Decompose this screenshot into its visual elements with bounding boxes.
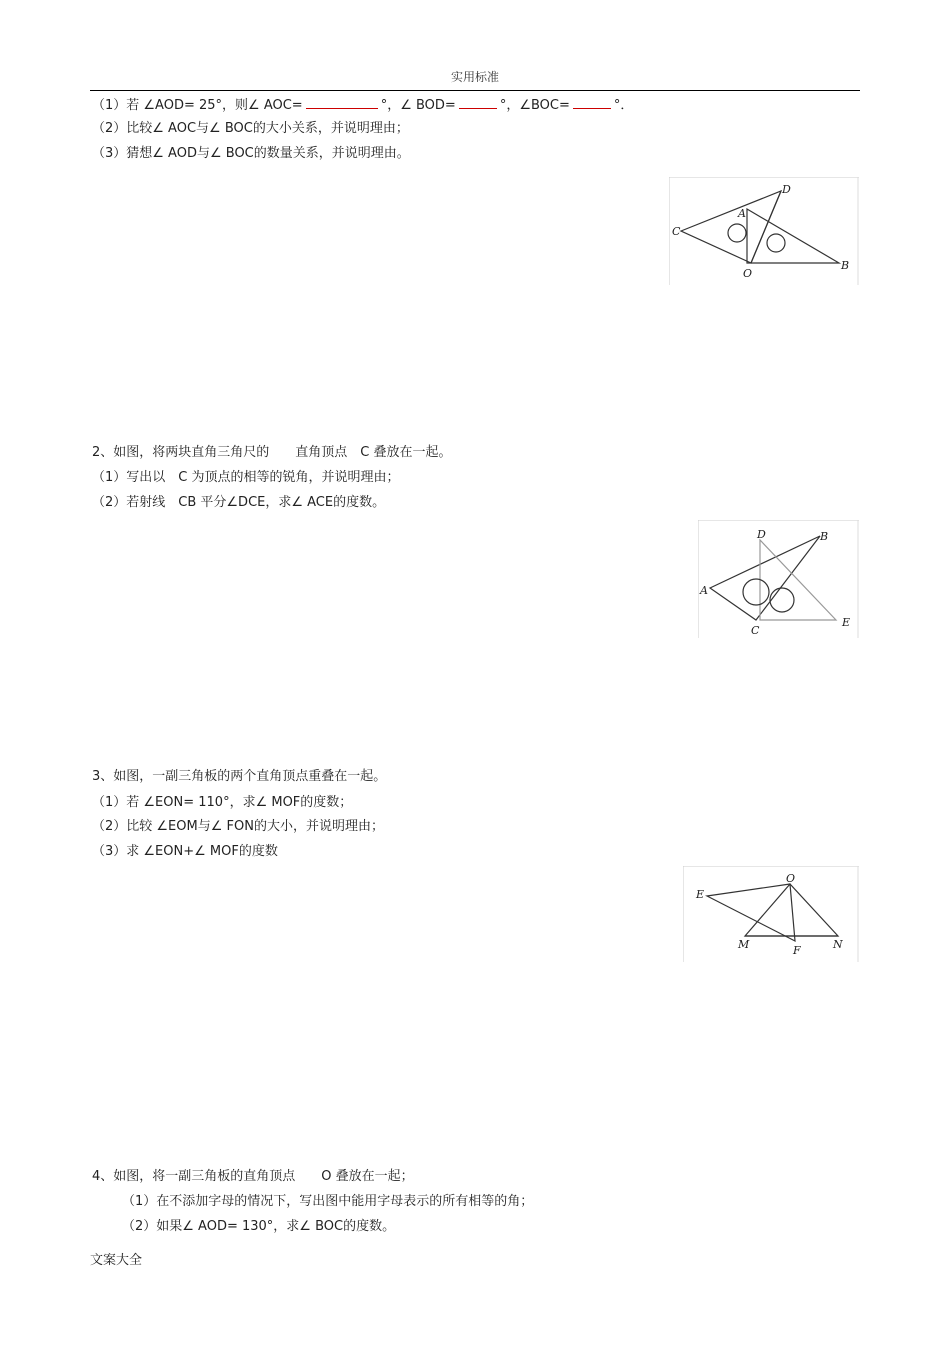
q3-label-e: E — [696, 888, 705, 901]
q4-stem: 4、如图，将一副三角板的直角顶点 O 叠放在一起； — [92, 1169, 414, 1184]
q3-part1: （1）若 ∠EON= 110°，求∠ MOF的度数； — [92, 795, 353, 810]
header-rule — [90, 90, 860, 91]
q1-blank-bod[interactable] — [459, 95, 497, 109]
q2-part1: （1）写出以 C 为顶点的相等的锐角，并说明理由； — [92, 470, 400, 485]
q1-label-d: D — [782, 183, 791, 196]
q2-label-c: C — [751, 624, 760, 637]
page-footer-text: 文案大全 — [90, 1253, 143, 1268]
q2-triangle-dce — [760, 540, 836, 620]
q3-triangle-eof — [707, 884, 795, 941]
q3-stem: 3、如图，一副三角板的两个直角顶点重叠在一起。 — [92, 769, 387, 784]
q1-part1-mid1: °，∠ BOD= — [380, 98, 456, 113]
q1-triangle-aob — [747, 209, 839, 263]
q1-part2: （2）比较∠ AOC与∠ BOC的大小关系，并说明理由； — [92, 121, 409, 136]
q1-blank-aoc[interactable] — [306, 95, 378, 109]
q2-part2: （2）若射线 CB 平分∠DCE，求∠ ACE的度数。 — [92, 495, 386, 510]
q4-part2: （2）如果∠ AOD= 130°，求∠ BOC的度数。 — [122, 1219, 396, 1234]
q3-label-o: O — [786, 872, 796, 885]
q2-label-e: E — [842, 616, 851, 629]
q2-label-a: A — [700, 584, 708, 597]
q3-label-m: M — [738, 938, 750, 951]
q2-stem: 2、如图，将两块直角三角尺的 直角顶点 C 叠放在一起。 — [92, 445, 452, 460]
q2-triangle-acb — [710, 536, 820, 620]
q1-part3: （3）猜想∠ AOD与∠ BOC的数量关系，并说明理由。 — [92, 146, 410, 161]
q3-part3: （3）求 ∠EON+∠ MOF的度数 — [92, 844, 278, 859]
q2-label-b: B — [820, 530, 829, 543]
q1-part1 — [92, 95, 633, 115]
q3-part2: （2）比较 ∠EOM与∠ FON的大小，并说明理由； — [92, 819, 384, 834]
q1-part1-mid2: °，∠BOC= — [499, 98, 570, 113]
q1-label-a: A — [738, 207, 746, 220]
q1-label-o: O — [743, 267, 753, 280]
q1-part1-prefix: （1）若 ∠AOD= 25°，则∠ AOC= — [92, 98, 303, 113]
q4-part1: （1）在不添加字母的情况下，写出图中能用字母表示的所有相等的角； — [122, 1194, 534, 1209]
q3-label-f: F — [793, 944, 801, 957]
q1-label-b: B — [841, 259, 850, 272]
q2-label-d: D — [757, 528, 766, 541]
q3-triangle-mon — [745, 884, 838, 936]
q3-figure — [683, 866, 859, 962]
q1-label-c: C — [672, 225, 681, 238]
q1-blank-boc[interactable] — [573, 95, 611, 109]
page-header-title: 实用标准 — [450, 70, 499, 84]
q1-part1-suffix: °． — [613, 98, 634, 113]
q2-figure — [698, 520, 859, 638]
q3-label-n: N — [833, 938, 843, 951]
q1-figure — [669, 177, 859, 285]
